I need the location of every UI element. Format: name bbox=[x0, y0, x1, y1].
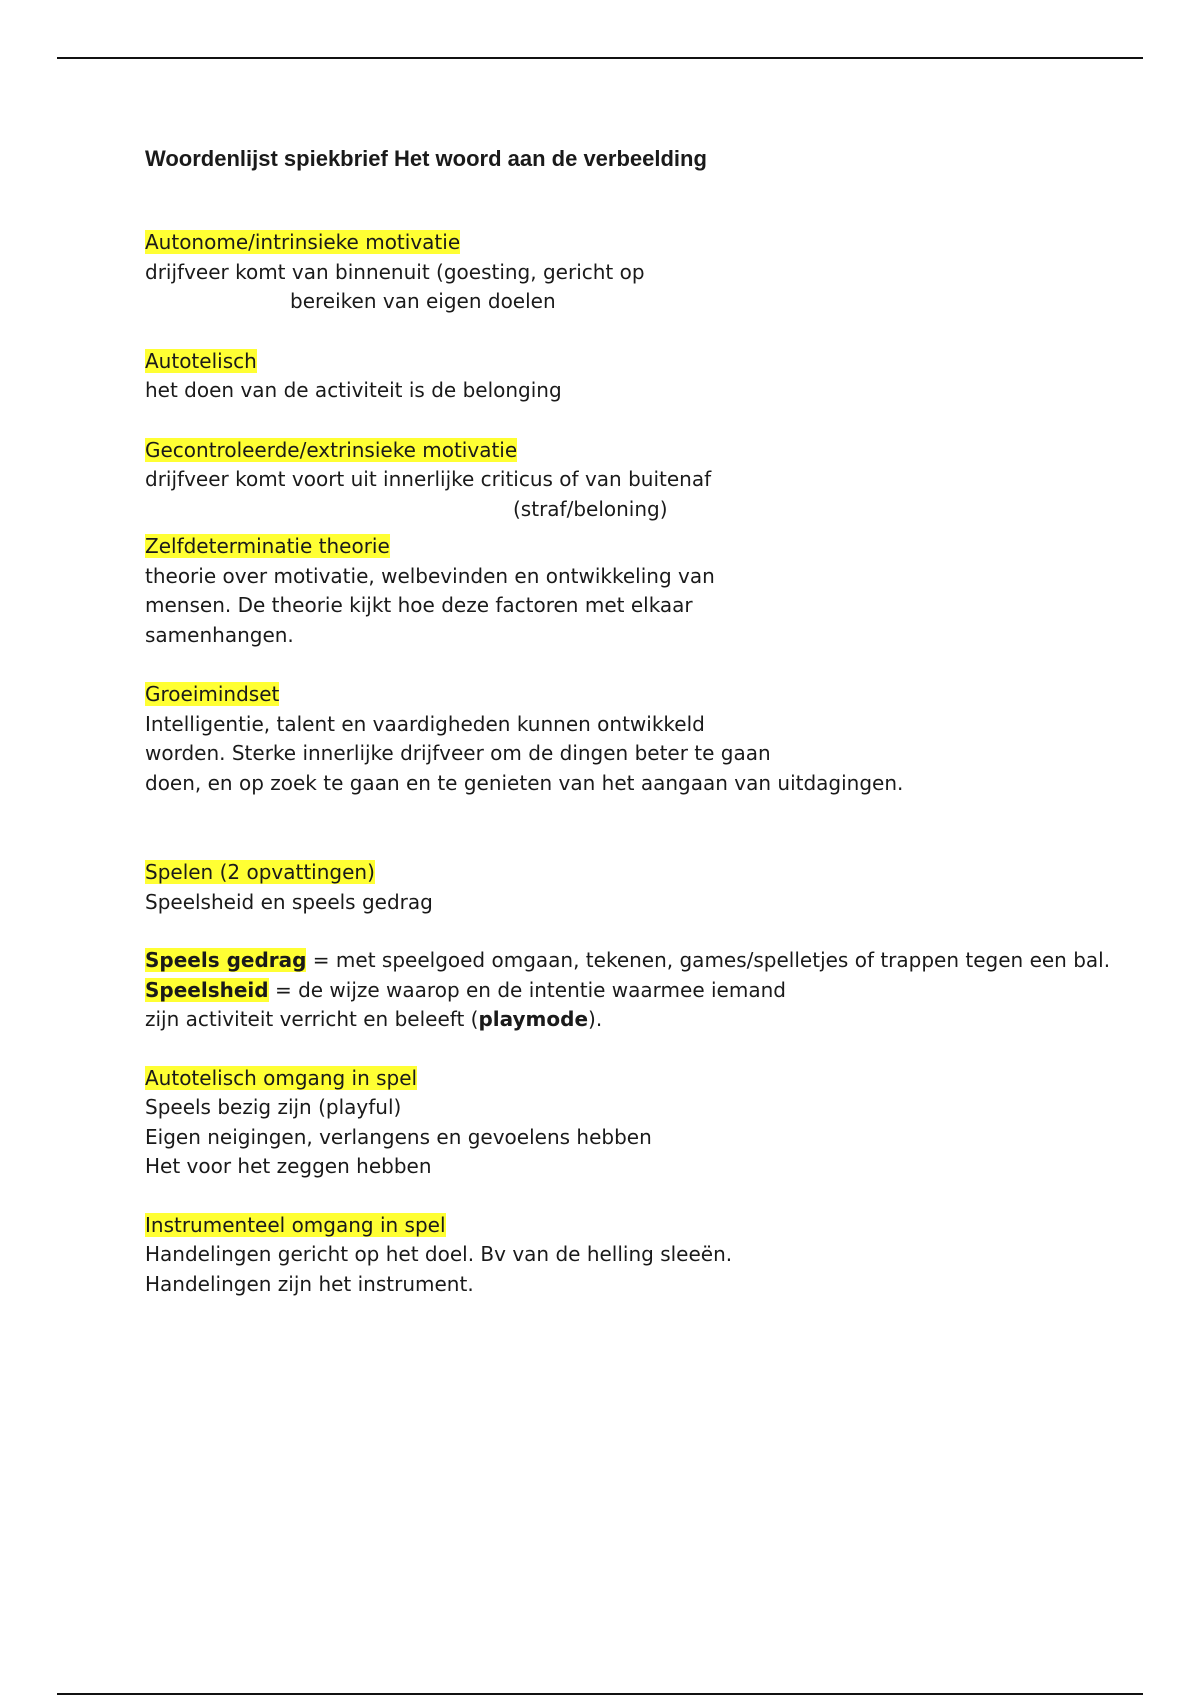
entry-gecontroleerde-motivatie bbox=[145, 436, 1105, 525]
entry-zelfdeterminatie-theorie bbox=[145, 532, 1105, 650]
term-highlight: Autonome/intrinsieke motivatie bbox=[145, 230, 461, 254]
definition-line: drijfveer komt voort uit innerlijke criticus of van buitenaf bbox=[145, 467, 712, 491]
definition-line: doen, en op zoek te gaan en te genieten van het aangaan van uitdagingen. bbox=[145, 770, 904, 795]
term-highlight: Instrumenteel omgang in spel bbox=[145, 1212, 446, 1237]
document-body bbox=[145, 140, 1111, 1299]
definition-text: = met speelgoed omgaan, tekenen, games/spelletjes of trappen tegen een bal. bbox=[306, 948, 1111, 972]
definition-line: Speelsheid en speels gedrag bbox=[145, 889, 433, 914]
definition-line: Intelligentie, talent en vaardigheden kunnen ontwikkeld bbox=[145, 711, 705, 736]
entry-spelen bbox=[145, 858, 1105, 917]
definition-line: bereiken van eigen doelen bbox=[290, 289, 556, 313]
definition-line: Het voor het zeggen hebben bbox=[145, 1154, 432, 1178]
definition-text: ). bbox=[588, 1007, 603, 1031]
definition-line: Speels bezig zijn (playful) bbox=[145, 1095, 402, 1119]
definition-line: Handelingen zijn het instrument. bbox=[145, 1271, 474, 1296]
entry-speels-gedrag-speelsheid bbox=[145, 946, 1111, 1035]
playmode-term: playmode bbox=[478, 1007, 589, 1031]
definition-line: mensen. De theorie kijkt hoe deze factoren met elkaar bbox=[145, 593, 693, 617]
definition-line: Eigen neigingen, verlangens en gevoelens hebben bbox=[145, 1124, 652, 1149]
header-rule bbox=[57, 57, 1143, 59]
term-highlight: Speelsheid bbox=[145, 977, 269, 1002]
term-highlight: Groeimindset bbox=[145, 682, 280, 706]
definition-line: worden. Sterke innerlijke drijfveer om de dingen beter te gaan bbox=[145, 741, 771, 765]
definition-line: drijfveer komt van binnenuit (goesting, gericht op bbox=[145, 259, 645, 284]
term-highlight: Autotelisch omgang in spel bbox=[145, 1065, 418, 1090]
term-highlight: Spelen (2 opvattingen) bbox=[145, 860, 375, 884]
entry-autotelisch-omgang bbox=[145, 1064, 1105, 1182]
footer-rule bbox=[57, 1693, 1143, 1695]
definition-text: zijn activiteit verricht en beleeft ( bbox=[145, 1007, 479, 1031]
entry-groeimindset bbox=[145, 680, 1105, 798]
definition-line: (straf/beloning) bbox=[513, 496, 668, 521]
term-highlight: Gecontroleerde/extrinsieke motivatie bbox=[145, 437, 518, 462]
entry-instrumenteel-omgang bbox=[145, 1211, 1105, 1300]
term-highlight: Zelfdeterminatie theorie bbox=[145, 534, 390, 558]
definition-text: = de wijze waarop en de intentie waarmee iemand bbox=[268, 977, 786, 1002]
term-highlight: Speels gedrag bbox=[145, 948, 307, 972]
definition-line: Handelingen gericht op het doel. Bv van de helling sleeën. bbox=[145, 1242, 733, 1266]
definition-line: het doen van de activiteit is de belonging bbox=[145, 378, 562, 402]
definition-line: theorie over motivatie, welbevinden en ontwikkeling van bbox=[145, 563, 715, 588]
entry-autotelisch bbox=[145, 347, 1105, 406]
term-highlight: Autotelisch bbox=[145, 348, 257, 373]
definition-line: samenhangen. bbox=[145, 622, 294, 647]
entry-autonome-motivatie bbox=[145, 228, 1105, 317]
document-title: Woordenlijst spiekbrief Het woord aan de verbeelding bbox=[145, 146, 707, 171]
